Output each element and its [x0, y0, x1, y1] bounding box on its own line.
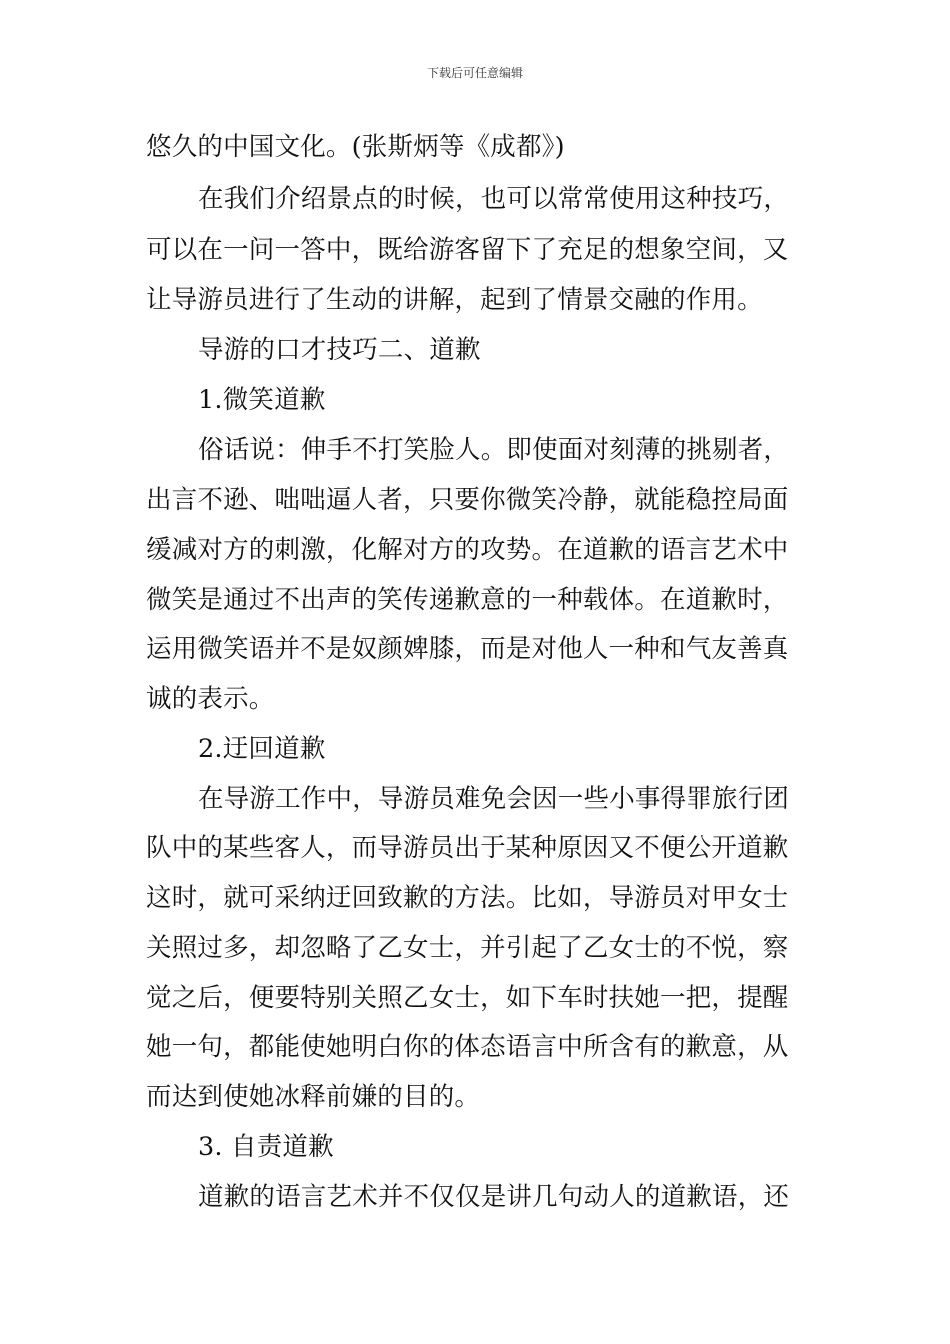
- subsection-heading: 3. 自责道歉: [198, 1132, 334, 1162]
- paragraph-line: 而达到使她冰释前嫌的目的。: [146, 1082, 481, 1112]
- paragraph-line: 运用微笑语并不是奴颜婢膝，而是对他人一种和气友善真: [146, 634, 789, 664]
- paragraph-line: 在导游工作中，导游员难免会因一些小事得罪旅行团: [198, 784, 790, 814]
- paragraph-line: 觉之后，便要特别关照乙女士，如下车时扶她一把，提醒: [146, 983, 789, 1013]
- paragraph-line: 俗话说：伸手不打笑脸人。即使面对刻薄的挑剔者，: [198, 435, 790, 465]
- paragraph-line: 可以在一问一答中，既给游客留下了充足的想象空间，又: [146, 235, 789, 265]
- paragraph-line: 队中的某些客人，而导游员出于某种原因又不便公开道歉: [146, 833, 789, 863]
- paragraph-line: 悠久的中国文化。(张斯炳等《成都》): [146, 132, 565, 162]
- page-header: 下载后可任意编辑: [426, 66, 523, 80]
- subsection-heading: 2.迂回道歉: [198, 734, 326, 764]
- paragraph-line: 这时，就可采纳迂回致歉的方法。比如，导游员对甲女士: [146, 883, 789, 913]
- subsection-heading: 1.微笑道歉: [198, 385, 326, 415]
- paragraph-line: 她一句，都能使她明白你的体态语言中所含有的歉意，从: [146, 1032, 789, 1062]
- paragraph-line: 出言不逊、咄咄逼人者，只要你微笑冷静，就能稳控局面: [146, 485, 789, 515]
- paragraph-line: 缓减对方的刺激，化解对方的攻势。在道歉的语言艺术中: [146, 535, 789, 565]
- paragraph-line: 关照过多，却忽略了乙女士，并引起了乙女士的不悦，察: [146, 933, 789, 963]
- paragraph-line: 让导游员进行了生动的讲解，起到了情景交融的作用。: [146, 285, 763, 315]
- paragraph-line: 在我们介绍景点的时候，也可以常常使用这种技巧，: [198, 184, 790, 214]
- paragraph-line: 诚的表示。: [146, 684, 275, 714]
- section-heading: 导游的口才技巧二、道歉: [198, 335, 481, 365]
- paragraph-line: 道歉的语言艺术并不仅仅是讲几句动人的道歉语，还: [198, 1182, 790, 1212]
- paragraph-line: 微笑是通过不出声的笑传递歉意的一种载体。在道歉时，: [146, 585, 789, 615]
